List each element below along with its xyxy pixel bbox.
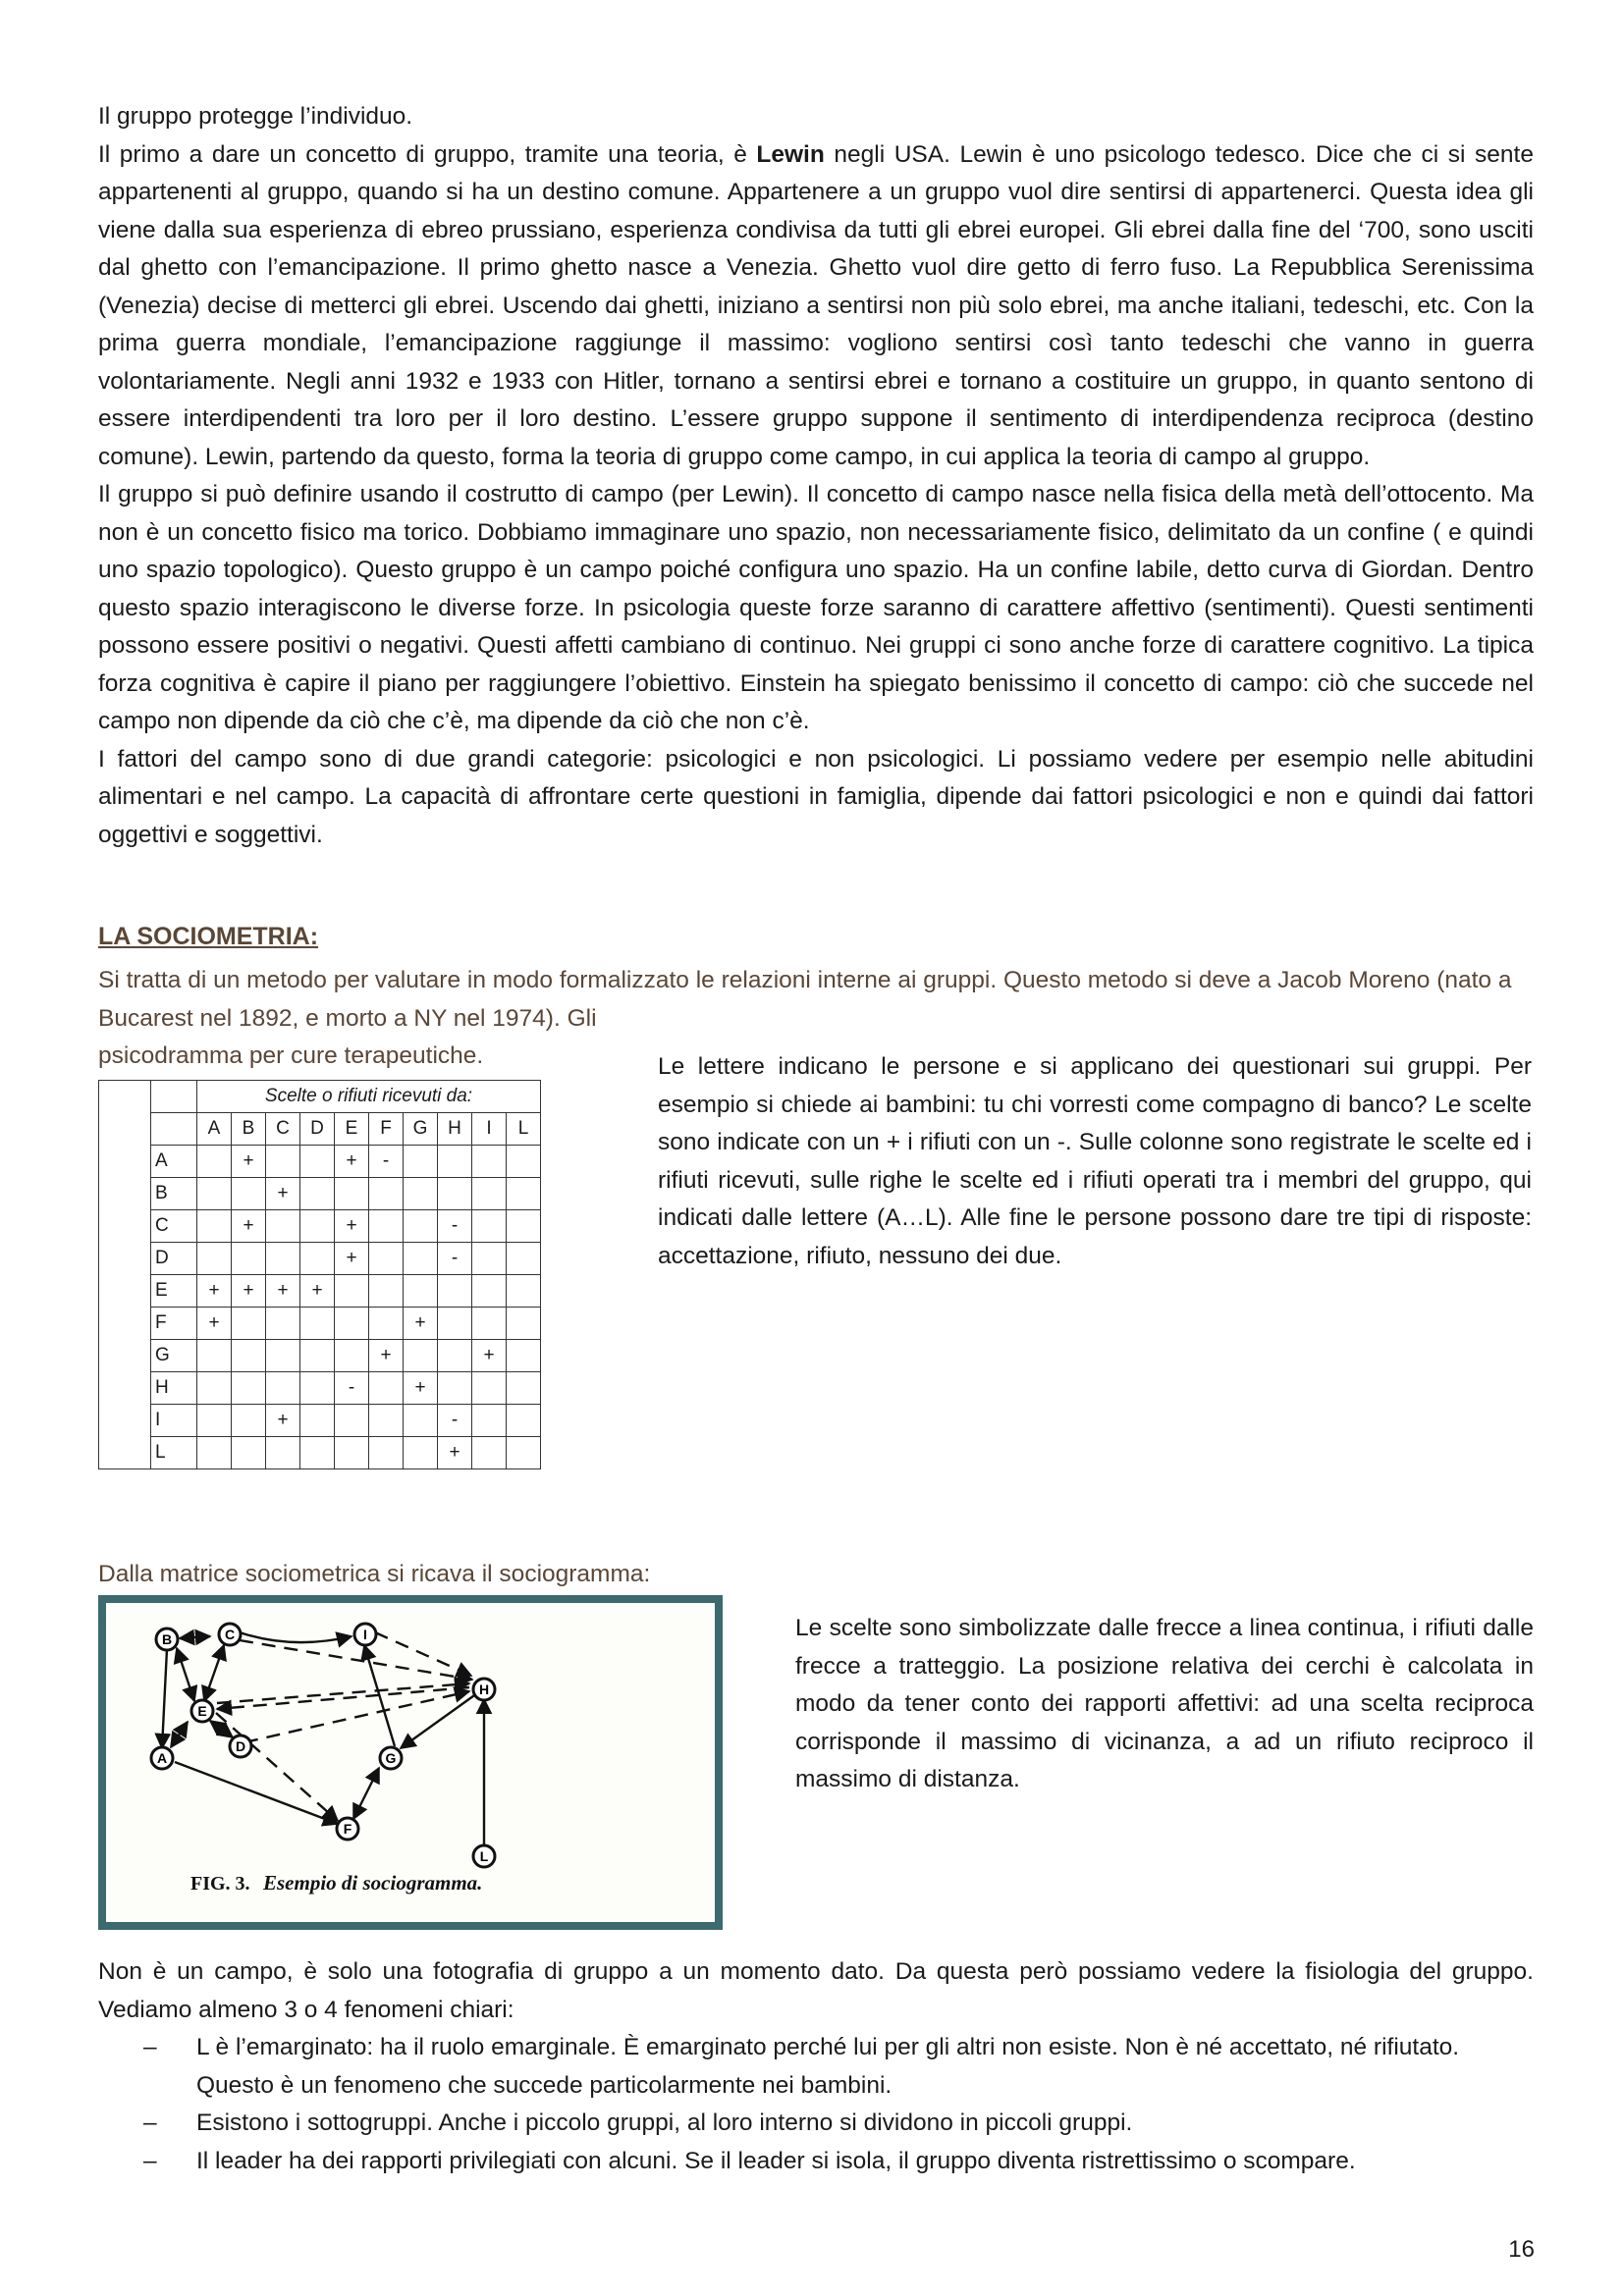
matrix-cell — [232, 1340, 266, 1372]
matrix-cell — [300, 1340, 335, 1372]
matrix-cell — [438, 1372, 472, 1405]
matrix-row-label: C — [151, 1210, 197, 1243]
intro-section — [98, 98, 1534, 854]
matrix-cell — [232, 1308, 266, 1340]
matrix-cell — [507, 1405, 541, 1437]
matrix-cell — [266, 1340, 300, 1372]
matrix-row — [99, 1243, 541, 1275]
matrix-cell — [404, 1275, 438, 1308]
phenomenon-text: Esistono i sottogruppi. Anche i piccolo gruppi, al loro interno si dividono in piccoli gruppi. — [196, 2109, 1133, 2136]
matrix-cell: + — [404, 1308, 438, 1340]
matrix-cell — [335, 1437, 369, 1469]
matrix-cell — [472, 1275, 507, 1308]
node-label: I — [363, 1627, 367, 1642]
matrix-cell — [507, 1210, 541, 1243]
dash-h-e — [217, 1687, 469, 1709]
arrow-b-c — [180, 1636, 210, 1638]
intro-paragraph-2 — [98, 136, 1534, 477]
node-c — [219, 1624, 241, 1645]
matrix-cell: - — [369, 1146, 404, 1178]
matrix-cell — [507, 1146, 541, 1178]
phenomenon-item — [98, 2143, 1534, 2181]
matrix-cell — [472, 1437, 507, 1469]
outro-paragraph-1: Non è un campo, è solo una fotografia di gruppo a un momento dato. Da questa però possiamo vedere la fisiologia del gruppo. Vediamo almeno 3 o 4 fenomeni chiari: — [98, 1958, 1534, 2023]
matrix-row — [99, 1405, 541, 1437]
matrix-blank-cell — [151, 1113, 197, 1146]
matrix-cell: + — [266, 1405, 300, 1437]
matrix-cell — [369, 1405, 404, 1437]
matrix-cell — [300, 1308, 335, 1340]
matrix-row-label: E — [151, 1275, 197, 1308]
matrix-row-label: D — [151, 1243, 197, 1275]
matrix-cell: - — [335, 1372, 369, 1405]
matrix-cell — [197, 1178, 232, 1210]
matrix-row-label: I — [151, 1405, 197, 1437]
matrix-cell — [197, 1340, 232, 1372]
matrix-explanation — [658, 1048, 1532, 1275]
matrix-cell: + — [232, 1210, 266, 1243]
matrix-corner-cell — [99, 1081, 151, 1469]
dash-bullet: – — [143, 2034, 157, 2060]
matrix-cell — [266, 1146, 300, 1178]
phenomena-list — [98, 2029, 1534, 2180]
matrix-cell — [232, 1405, 266, 1437]
arrow-c-e — [204, 1645, 224, 1701]
dash-e-f — [216, 1713, 338, 1821]
matrix-row — [99, 1372, 541, 1405]
matrix-cell — [472, 1372, 507, 1405]
matrix-column-header: L — [507, 1113, 541, 1146]
node-label: C — [224, 1627, 236, 1642]
matrix-cell — [507, 1340, 541, 1372]
phenomenon-text: L è l’emarginato: ha il ruolo emarginale. È emarginato perché lui per gli altri non esiste. Non è né accettato, né rifiutato. Questo è un fenomeno che succede particolarmente nei bambini. — [196, 2034, 1460, 2099]
arrow-c-i — [240, 1632, 352, 1642]
matrix-blank-cell — [151, 1081, 197, 1113]
matrix-row — [99, 1210, 541, 1243]
matrix-column-header: I — [472, 1113, 507, 1146]
matrix-cell: + — [197, 1275, 232, 1308]
matrix-cell — [507, 1308, 541, 1340]
matrix-row — [99, 1146, 541, 1178]
matrix-cell — [404, 1178, 438, 1210]
matrix-cell — [404, 1437, 438, 1469]
node-label: E — [197, 1703, 207, 1719]
matrix-row — [99, 1437, 541, 1469]
matrix-row — [99, 1178, 541, 1210]
matrix-cell — [300, 1178, 335, 1210]
matrix-cell — [232, 1243, 266, 1275]
matrix-cell — [369, 1243, 404, 1275]
matrix-column-header: D — [300, 1113, 335, 1146]
dash-bullet: – — [143, 2147, 157, 2174]
matrix-row-label: H — [151, 1372, 197, 1405]
matrix-cell: + — [369, 1340, 404, 1372]
matrix-cell — [472, 1405, 507, 1437]
matrix-cell — [369, 1308, 404, 1340]
matrix-cell — [266, 1243, 300, 1275]
sociogram-figure — [98, 1595, 723, 1930]
lewin-name: Lewin — [756, 140, 825, 168]
intro-paragraph-4: I fattori del campo sono di due grandi categorie: psicologici e non psicologici. Li possiamo vedere per esempio nelle abitudini alimentari e nel campo. La capacità di affrontare certe questioni in famiglia, dipende dai fattori psicologici e non e quindi dai fattori oggettivi e soggettivi. — [98, 745, 1534, 848]
matrix-title: Scelte o rifiuti ricevuti da: — [197, 1081, 541, 1113]
intro-paragraph-1: Il gruppo protegge l’individuo. — [98, 103, 413, 130]
node-d — [230, 1735, 251, 1757]
node-label: L — [479, 1848, 489, 1864]
matrix-cell — [335, 1405, 369, 1437]
sociometria-intro — [98, 962, 1534, 1038]
intro-paragraph-3: Il gruppo si può definire usando il costrutto di campo (per Lewin). Il concetto di campo nasce nella fisica della metà dell’ottocento. Ma non è un concetto fisico ma torico. Dobbiamo immaginare uno spazio, non necessariamente fisico, delimitato da un confine ( e quindi uno spazio topologico). Questo gruppo è un campo poiché configura uno spazio. Ha un confine labile, detto curva di Giordan. Dentro questo spazio interagiscono le diverse forze. In psicologia queste forze saranno di carattere affettivo (sentimenti). Questi sentimenti possono essere positivi o negativi. Questi affetti cambiano di continuo. Nei gruppi ci sono anche forze di carattere cognitivo. La tipica forza cognitiva è capire il piano per raggiungere l’obiettivo. Einstein ha spiegato benissimo il concetto di campo: ciò che succede nel campo non dipende da ciò che c’è, ma dipende da ciò che non c’è. — [98, 481, 1534, 734]
arrow-h-g — [401, 1693, 477, 1748]
matrix-column-header: F — [369, 1113, 404, 1146]
matrix-cell — [472, 1243, 507, 1275]
matrix-cell: + — [197, 1308, 232, 1340]
matrix-cell — [335, 1340, 369, 1372]
matrix-cell — [300, 1405, 335, 1437]
matrix-row-label: B — [151, 1178, 197, 1210]
matrix-cell — [232, 1372, 266, 1405]
figure-explanation-text: Le scelte sono simbolizzate dalle frecce a linea continua, i rifiuti dalle frecce a tratteggio. La posizione relativa dei cerchi è calcolata in modo da tener conto dei rapporti affettivi: ad una scelta reciproca corrisponde il massimo di vicinanza, a ad un rifiuto reciproco il massimo di distanza. — [795, 1615, 1534, 1792]
outro-section — [98, 1953, 1534, 2180]
matrix-row — [99, 1308, 541, 1340]
matrix-cell — [507, 1275, 541, 1308]
matrix-cell — [369, 1437, 404, 1469]
matrix-cell: + — [438, 1437, 472, 1469]
sociogram-nodes — [151, 1624, 495, 1867]
sociometria-intro-tail: psicodramma per cure terapeutiche. — [98, 1042, 484, 1069]
matrix-cell — [300, 1372, 335, 1405]
node-label: D — [235, 1738, 246, 1754]
matrix-cell: + — [335, 1210, 369, 1243]
phenomenon-item — [98, 2029, 1534, 2105]
matrix-cell — [438, 1340, 472, 1372]
matrix-cell: + — [472, 1340, 507, 1372]
matrix-cell — [266, 1437, 300, 1469]
node-f — [337, 1818, 358, 1840]
matrix-column-header: A — [197, 1113, 232, 1146]
phenomenon-item — [98, 2105, 1534, 2143]
matrix-column-header: H — [438, 1113, 472, 1146]
matrix-cell — [335, 1178, 369, 1210]
matrix-cell — [404, 1210, 438, 1243]
matrix-cell — [404, 1146, 438, 1178]
node-a — [151, 1747, 173, 1769]
arrow-f-g — [353, 1768, 379, 1819]
node-label: F — [343, 1821, 352, 1837]
matrix-cell — [266, 1308, 300, 1340]
matrix-cell — [300, 1243, 335, 1275]
arrow-b-a — [162, 1649, 167, 1748]
matrix-cell: + — [335, 1146, 369, 1178]
matrix-row-label: A — [151, 1146, 197, 1178]
matrix-cell — [197, 1405, 232, 1437]
matrix-cell — [472, 1146, 507, 1178]
matrix-cell — [404, 1340, 438, 1372]
arrow-a-f — [175, 1762, 338, 1824]
arrow-e-d — [210, 1721, 233, 1737]
matrix-cell — [266, 1210, 300, 1243]
matrix-row-label: G — [151, 1340, 197, 1372]
dash-i-h — [375, 1632, 471, 1676]
figure-caption-title: Esempio di sociogramma. — [263, 1871, 483, 1895]
matrix-cell: + — [335, 1243, 369, 1275]
matrix-column-header: E — [335, 1113, 369, 1146]
matrix-cell — [472, 1210, 507, 1243]
matrix-row — [99, 1275, 541, 1308]
matrix-cell — [335, 1275, 369, 1308]
choice-arrows — [162, 1632, 484, 1846]
matrix-cell — [266, 1372, 300, 1405]
matrix-cell: - — [438, 1243, 472, 1275]
matrix-cell — [300, 1437, 335, 1469]
node-label: B — [161, 1631, 173, 1647]
matrix-row-label: L — [151, 1437, 197, 1469]
arrow-a-e — [171, 1722, 188, 1747]
matrix-cell — [472, 1308, 507, 1340]
figure-caption-prefix: FIG. 3. — [190, 1873, 250, 1895]
node-l — [473, 1845, 495, 1867]
matrix-cell — [335, 1308, 369, 1340]
matrix-cell: - — [438, 1405, 472, 1437]
matrix-cell — [369, 1372, 404, 1405]
node-e — [191, 1700, 213, 1722]
matrix-column-header: B — [232, 1113, 266, 1146]
node-h — [473, 1679, 495, 1700]
figure-explanation — [795, 1610, 1534, 1799]
matrix-column-header: G — [404, 1113, 438, 1146]
sociometric-matrix — [98, 1080, 541, 1469]
sociogram-intro-caption: Dalla matrice sociometrica si ricava il sociogramma: — [98, 1561, 651, 1587]
matrix-cell — [369, 1178, 404, 1210]
matrix-cell — [197, 1243, 232, 1275]
matrix-column-header: C — [266, 1113, 300, 1146]
matrix-cell — [404, 1243, 438, 1275]
node-g — [380, 1747, 402, 1769]
node-b — [156, 1629, 178, 1650]
matrix-cell — [438, 1146, 472, 1178]
sociometria-heading: LA SOCIOMETRIA: — [98, 923, 319, 950]
matrix-cell — [197, 1372, 232, 1405]
dash-bullet: – — [143, 2109, 157, 2136]
matrix-cell — [507, 1243, 541, 1275]
matrix-cell — [232, 1437, 266, 1469]
matrix-column-header-row — [99, 1113, 541, 1146]
matrix-cell: + — [232, 1146, 266, 1178]
intro-p2-after: negli USA. Lewin è uno psicologo tedesco. Dice che ci si sente appartenenti al gruppo, quando si ha un destino comune. Appartenere a un gruppo vuol dire sentirsi di appartenerci. Questa idea gli viene dalla sua esperienza di ebreo prussiano, esperienza condivisa da tutti gli ebrei europei. Gli ebrei dalla fine del ‘700, sono usciti dal ghetto con l’emancipazione. Il primo ghetto nasce a Venezia. Ghetto vuol dire getto di ferro fuso. La Repubblica Serenissima (Venezia) decise di metterci gli ebrei. Uscendo dai ghetti, iniziano a sentirsi non più solo ebrei, ma anche italiani, tedeschi, etc. Con la prima guerra mondiale, l’emancipazione raggiunge il massimo: vogliono sentirsi così tanto tedeschi che vanno in guerra volontariamente. Negli anni 1932 e 1933 con Hitler, tornano a sentirsi ebrei e tornano a costituire un gruppo, in quanto sentono di essere interdipendenti tra loro per il loro destino. L’essere gruppo suppone il sentimento di interdipendenza reciproca (destino comune). Lewin, partendo da questo, forma la teoria di gruppo come campo, in cui applica la teoria di campo al gruppo. — [98, 140, 1534, 470]
matrix-cell — [438, 1178, 472, 1210]
matrix-cell: + — [266, 1275, 300, 1308]
matrix-row-label: F — [151, 1308, 197, 1340]
phenomenon-text: Il leader ha dei rapporti privilegiati con alcuni. Se il leader si isola, il gruppo diventa ristrettissimo o scompare. — [196, 2147, 1356, 2174]
intro-p2-before: Il primo a dare un concetto di gruppo, tramite una teoria, è — [98, 140, 757, 168]
matrix-cell — [438, 1275, 472, 1308]
matrix-cell: + — [232, 1275, 266, 1308]
matrix-cell — [300, 1210, 335, 1243]
matrix-cell: + — [300, 1275, 335, 1308]
matrix-cell — [369, 1210, 404, 1243]
matrix-cell — [197, 1146, 232, 1178]
node-label: A — [156, 1750, 168, 1766]
matrix-cell — [369, 1275, 404, 1308]
matrix-cell — [507, 1178, 541, 1210]
matrix-cell: - — [438, 1210, 472, 1243]
matrix-cell — [232, 1178, 266, 1210]
matrix-title-row — [99, 1081, 541, 1113]
matrix-cell — [404, 1405, 438, 1437]
matrix-cell — [472, 1178, 507, 1210]
sociometria-intro-text: Si tratta di un metodo per valutare in modo formalizzato le relazioni interne ai gruppi. Questo metodo si deve a Jacob Moreno (nato a Bucarest nel 1892, e morto a NY nel 1974). Gli — [98, 967, 1512, 1032]
matrix-cell — [507, 1372, 541, 1405]
matrix-cell — [197, 1437, 232, 1469]
matrix-cell: + — [266, 1178, 300, 1210]
arrow-b-e — [177, 1648, 194, 1701]
matrix-cell — [438, 1308, 472, 1340]
matrix-cell — [197, 1210, 232, 1243]
page-number: 16 — [1508, 2236, 1535, 2263]
node-i — [354, 1624, 376, 1645]
dash-d-h — [244, 1691, 469, 1742]
sociogram-svg — [106, 1603, 715, 1922]
matrix-cell — [507, 1437, 541, 1469]
matrix-cell: + — [404, 1372, 438, 1405]
matrix-explanation-text: Le lettere indicano le persone e si applicano dei questionari sui gruppi. Per esempio si chiede ai bambini: tu chi vorresti come compagno di banco? Le scelte sono indicate con un + i rifiuti con un -. Sulle colonne sono registrate le scelte ed i rifiuti ricevuti, sulle righe le scelte ed i rifiuti operati tra i membri del gruppo, qui indicati dalle lettere (A…L). Alle fine le persone possono dare tre tipi di risposte: accettazione, rifiuto, nessuno dei due. — [658, 1053, 1532, 1269]
node-label: H — [478, 1682, 490, 1697]
node-label: G — [385, 1750, 397, 1766]
matrix-cell — [300, 1146, 335, 1178]
matrix-row — [99, 1340, 541, 1372]
